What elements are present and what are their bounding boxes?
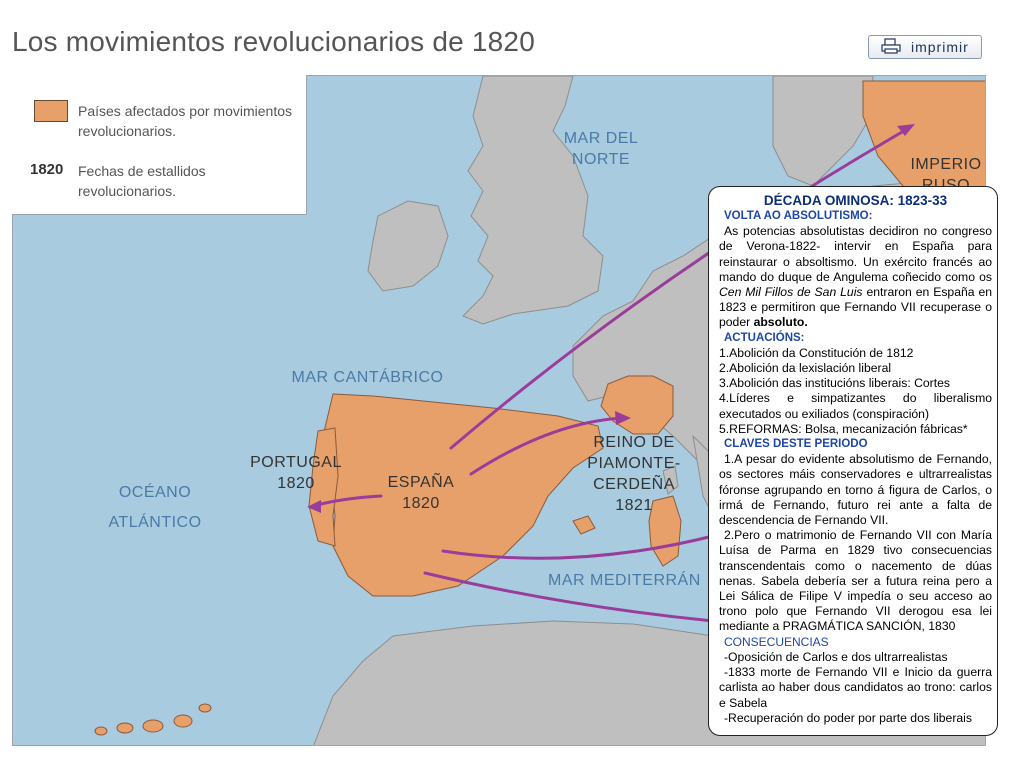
imperio-ruso-label: IMPERIO — [910, 156, 982, 173]
section-volta-text — [719, 224, 992, 330]
portugal-year: 1820 — [277, 475, 315, 492]
balearic-islands-land — [573, 516, 595, 534]
consecuencias-item: -1833 morte de Fernando VII e Inicio da guerra carlista ao haber dous candidatos ao trono: carlos e Sabela — [719, 665, 992, 710]
great-britain-land — [463, 76, 603, 324]
piamonte-year: 1821 — [615, 497, 653, 514]
section-actuacions-heading: ACTUACIÓNS: — [724, 331, 805, 344]
scandinavia-land — [773, 76, 873, 186]
mar-cantabrico-label: MAR CANTÁBRICO — [291, 369, 444, 386]
spain-land — [323, 394, 603, 596]
section-claves-heading: CLAVES DESTE PERIODO — [724, 438, 868, 451]
espana-year: 1820 — [402, 495, 440, 512]
claves-paragraph-2: 2.Pero o matrimonio de Fernando VII con María Luísa de Parma en 1829 tivo consecuencias transcendentais como o nacemento de dúas nenas. Sabela debería ser a futura reina pero a Lei Sálica de Filipe V impedía o seu acceso ao trono polo que Fernando VII derogou esa lei mediante a PRAGMÁTICA SANCIÓN, 1830 — [719, 528, 992, 634]
print-button-label: imprimir — [911, 39, 969, 55]
canary-islands-land — [95, 704, 211, 735]
espana-label — [383, 472, 459, 514]
portugal-label — [243, 452, 349, 494]
actuacions-item: 4.Líderes e simpatizantes do liberalismo executados ou exiliados (conspiración) — [719, 391, 992, 421]
printer-icon — [881, 38, 901, 57]
print-button[interactable] — [868, 35, 982, 59]
consecuencias-item: -Oposición de Carlos e dos ultrarrealistas — [724, 649, 948, 664]
volta-text-strong: absoluto. — [753, 315, 808, 330]
popup-title: DÉCADA OMINOSA: 1823-33 — [763, 193, 948, 208]
legend-year-sample: 1820 — [30, 161, 64, 178]
actuacions-item: 5.REFORMAS: Bolsa, mecanización fábricas* — [719, 421, 968, 436]
piamonte-name: REINO DE PIAMONTE-CERDEÑA — [587, 434, 681, 493]
mar-del-norte-label: MAR DEL NORTE — [563, 130, 639, 168]
map-legend — [12, 75, 307, 215]
decada-ominosa-popup — [708, 186, 998, 736]
actuacions-item: 1.Abolición da Constitución de 1812 — [719, 345, 914, 360]
affected-swatch — [34, 100, 68, 122]
oceano-atlantico-label: OCÉANO ATLÁNTICO — [108, 484, 202, 531]
espana-name: ESPAÑA — [387, 474, 455, 491]
page-title: Los movimientos revolucionarios de 1820 — [12, 26, 535, 57]
dates-legend-label: Fechas de estallidos revolucionarios. — [78, 163, 206, 199]
section-volta-heading: VOLTA AO ABSOLUTISMO: — [724, 210, 873, 222]
piamonte-label — [583, 432, 685, 516]
consecuencias-item: -Recuperación do poder por parte dos liberais — [724, 710, 972, 725]
claves-paragraph-1: 1.A pesar do evidente absolutismo de Fernando, os sectores máis conservadores e ultrarrealistas fóronse agrupando en torno á figura de Carlos, o irmá de Fernando, futuro rei ante a falta de descendencia de Fernando VII. — [719, 452, 992, 528]
volta-text-b: entraron en España en 1823 e permitiron que Fernando VII recuperase o poder — [719, 285, 993, 330]
affected-legend-label: Países afectados por movimientos revolucionarios. — [78, 103, 292, 139]
portugal-name: PORTUGAL — [250, 454, 342, 471]
volta-text-a: As potencias absolutistas decidiron no congreso de Verona-1822- intervir en España para reinstaurar o absoltismo. Un exército francés ao mando do duque de Angulema coñecido como os — [719, 224, 992, 284]
actuacions-item: 3.Abolición das institucións liberais: Cortes — [719, 376, 950, 391]
ireland-land — [368, 201, 448, 291]
mar-mediterraneo-label: MAR MEDITERRÁN — [548, 572, 701, 589]
piamonte-land — [601, 376, 673, 434]
section-consecuencias-heading: CONSECUENCIAS — [724, 634, 829, 649]
volta-text-em: Cen Mil Fillos de San Luis — [719, 285, 863, 300]
actuacions-item: 2.Abolición da lexislación liberal — [719, 361, 892, 376]
